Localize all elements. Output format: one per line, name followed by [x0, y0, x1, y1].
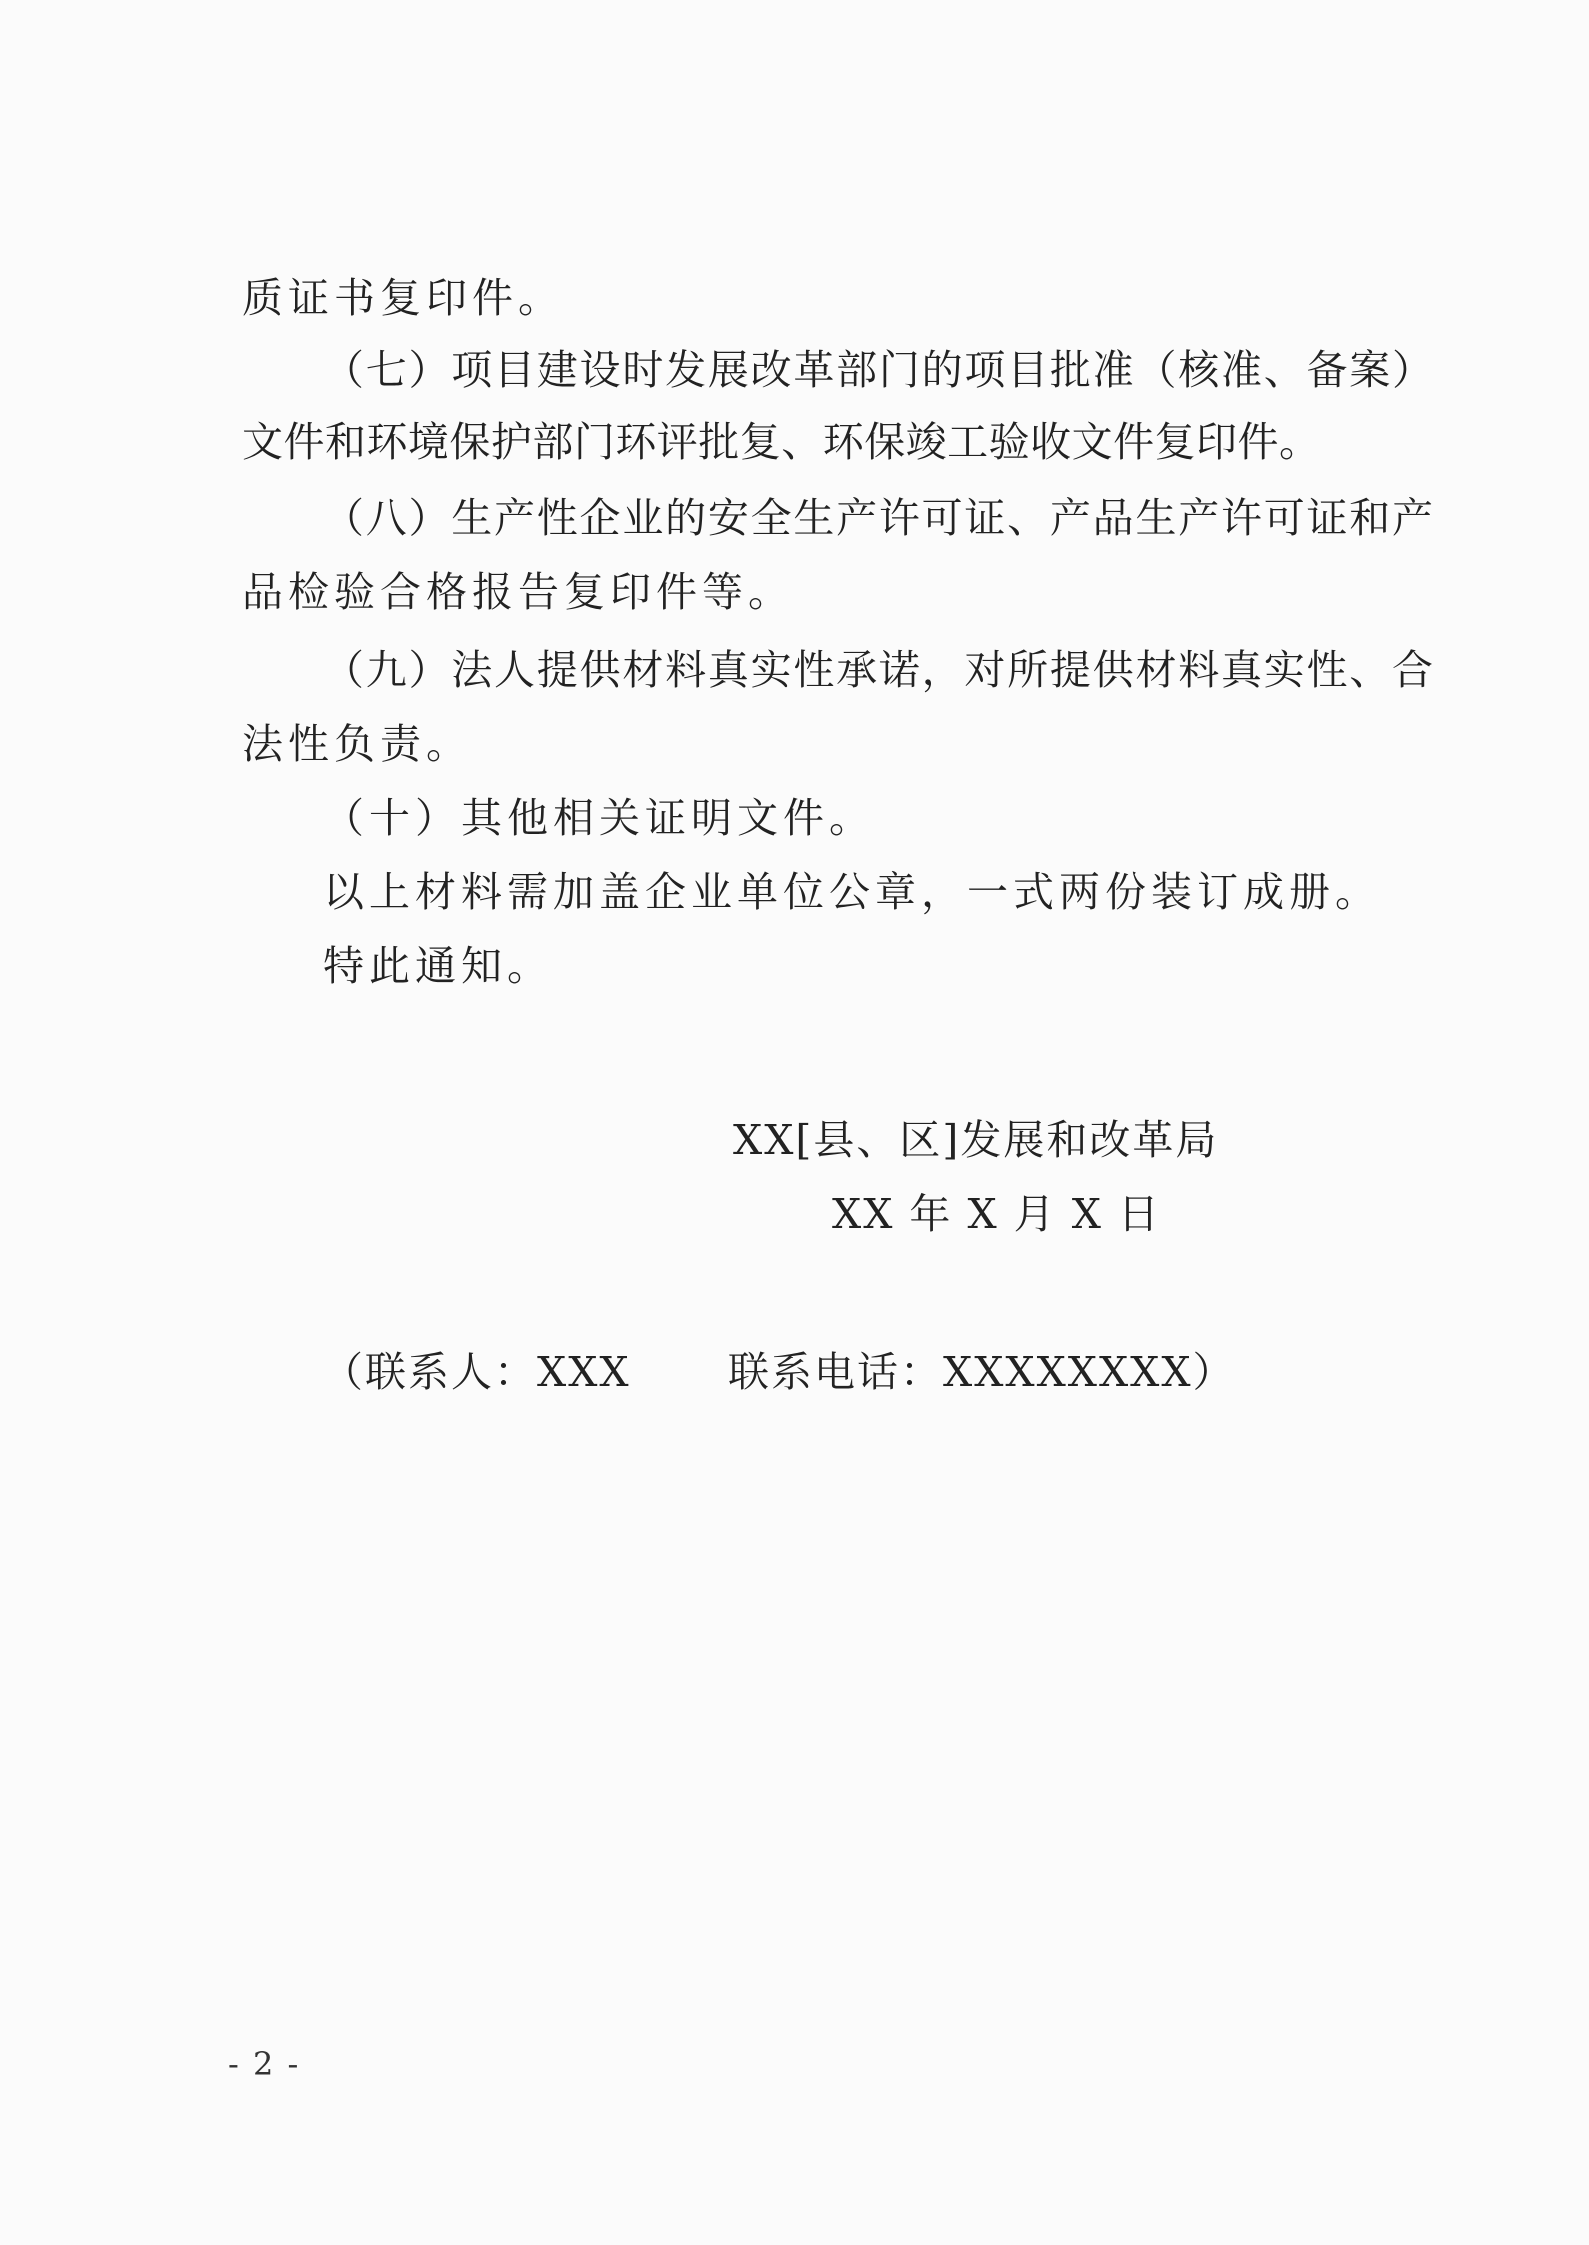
item-seven-line-1: （七）项目建设时发展改革部门的项目批准（核准、备案） — [323, 346, 1433, 394]
item-ten-line: （十）其他相关证明文件。 — [323, 794, 875, 842]
paragraph-continuation-line: 质证书复印件。 — [242, 274, 564, 322]
issue-date: XX 年 X 月 X 日 — [832, 1190, 1161, 1238]
item-nine-line-2: 法性负责。 — [242, 720, 472, 768]
item-eight-line-1: （八）生产性企业的安全生产许可证、产品生产许可证和产 — [323, 494, 1433, 542]
page-number: - 2 - — [228, 2045, 301, 2083]
issuer-name: XX[县、区]发展和改革局 — [733, 1116, 1219, 1164]
contact-open-paren: （ — [322, 1348, 365, 1396]
notice-closing: 特此通知。 — [323, 942, 553, 990]
contact-phone-value: XXXXXXXX — [943, 1348, 1193, 1396]
item-eight-line-2: 品检验合格报告复印件等。 — [242, 568, 794, 616]
item-seven-line-2: 文件和环境保护部门环评批复、环保竣工验收文件复印件。 — [242, 418, 1320, 466]
contact-phone — [728, 1340, 1236, 1404]
contact-close-paren: ） — [1192, 1348, 1236, 1396]
binding-instruction: 以上材料需加盖企业单位公章，一式两份装订成册。 — [323, 868, 1381, 916]
contact-person-label: 联系人： — [365, 1348, 537, 1396]
contact-line — [322, 1340, 631, 1404]
item-nine-line-1: （九）法人提供材料真实性承诺，对所提供材料真实性、合 — [323, 646, 1433, 694]
contact-phone-label: 联系电话： — [728, 1348, 943, 1396]
contact-person-value: XXX — [537, 1348, 631, 1396]
